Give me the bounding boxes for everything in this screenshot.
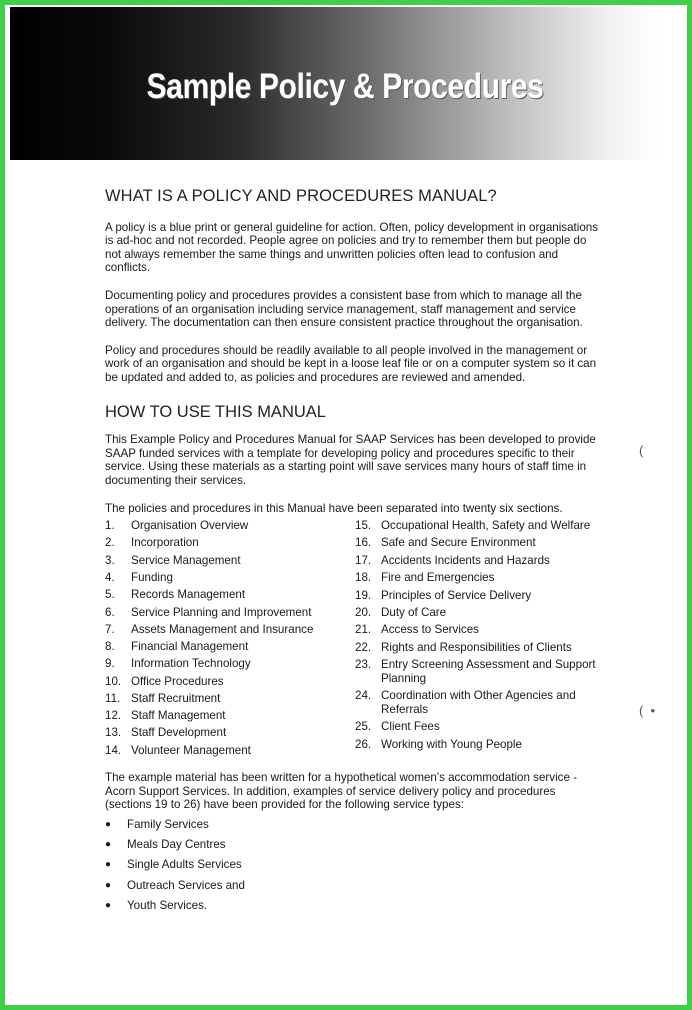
section-label: Principles of Service Delivery	[381, 588, 532, 602]
section-label: Assets Management and Insurance	[131, 622, 314, 636]
section-list-item	[355, 738, 605, 752]
section-label: Information Technology	[131, 657, 251, 671]
section-label: Service Management	[131, 553, 241, 567]
section-number: 14.	[105, 743, 122, 757]
banner-title: Sample Policy & Procedures	[146, 67, 544, 106]
section-number: 6.	[105, 605, 115, 619]
section-list-item	[105, 554, 345, 568]
section-list-item	[105, 744, 345, 758]
service-type-item	[105, 879, 605, 893]
title-banner	[10, 7, 660, 160]
section-number: 7.	[105, 622, 115, 636]
section-number: 19.	[355, 588, 372, 602]
section-list-item	[105, 588, 345, 602]
section-label: Entry Screening Assessment and Support Planning	[381, 658, 596, 685]
section-number: 23.	[355, 658, 372, 672]
section-label: Organisation Overview	[131, 519, 249, 533]
section-label: Staff Recruitment	[131, 691, 221, 705]
section-label: Working with Young People	[381, 737, 522, 751]
section-list-item	[105, 640, 345, 654]
section-label: Office Procedures	[131, 674, 224, 688]
section-list-item	[355, 606, 605, 620]
section-label: Staff Management	[131, 709, 226, 723]
section-list-item	[355, 689, 605, 716]
section-list-item	[105, 675, 345, 689]
section-number: 3.	[105, 553, 115, 567]
section-label: Records Management	[131, 588, 246, 602]
paragraph: Documenting policy and procedures provides a consistent base from which to manage all the operations of an organisation including service management, staff management and service delivery. The documentation can then ensure consistent practice throughout the organisation.	[105, 288, 583, 330]
section-label: Coordination with Other Agencies and Referrals	[381, 689, 576, 716]
service-type-item	[105, 899, 605, 913]
service-type-label: Single Adults Services	[127, 858, 242, 872]
section-list-item	[355, 589, 605, 603]
paragraph: A policy is a blue print or general guideline for action. Often, policy development in organisations is ad-hoc and not recorded. People agree on policies and try to remember them but people do not always remember the same things and unwritten policies often lead to confusion and conflicts.	[105, 220, 599, 275]
section-list-item	[355, 641, 605, 655]
section-number: 2.	[105, 536, 115, 550]
service-type-label: Meals Day Centres	[127, 838, 226, 852]
section-number: 26.	[355, 737, 372, 751]
section-label: Volunteer Management	[131, 743, 251, 757]
section-label: Service Planning and Improvement	[131, 605, 312, 619]
margin-mark: (	[639, 443, 644, 458]
service-type-label: Youth Services.	[127, 899, 208, 912]
section-label: Duty of Care	[381, 606, 447, 620]
section-list-item	[105, 606, 345, 620]
section-label: Financial Management	[131, 640, 249, 654]
section-list-item	[355, 571, 605, 585]
section-number: 25.	[355, 720, 372, 734]
section-number: 17.	[355, 553, 372, 567]
paragraph: The example material has been written for a hypothetical women's accommodation service - Acorn Support Services. In addition, examples of service delivery policy and procedures (sections 19 to 26) have been provided for the following service types:	[105, 771, 577, 812]
section-number: 11.	[105, 691, 121, 705]
paragraph: The policies and procedures in this Manual have been separated into twenty six sections.	[105, 501, 563, 515]
service-type-item	[105, 858, 605, 872]
section-label: Rights and Responsibilities of Clients	[381, 640, 572, 654]
section-number: 9.	[105, 657, 115, 671]
service-type-item	[105, 838, 605, 852]
section-list-item	[105, 571, 345, 585]
margin-mark: ( •	[639, 703, 656, 718]
section-label: Staff Development	[131, 726, 227, 740]
section-label: Accidents Incidents and Hazards	[381, 553, 550, 567]
section-list-item	[355, 536, 605, 550]
section-label: Access to Services	[381, 623, 479, 637]
section-number: 4.	[105, 570, 115, 584]
section-list-item	[105, 692, 345, 706]
section-label: Incorporation	[131, 536, 199, 550]
paragraph: Policy and procedures should be readily available to all people involved in the management or work of an organisation and should be kept in a loose leaf file or on a computer system so it can be updated and added to, as policies and procedures are reviewed and amended.	[105, 343, 597, 384]
section-number: 16.	[355, 536, 372, 550]
section-list-item	[105, 623, 345, 637]
sections-list	[105, 519, 605, 769]
paragraph: This Example Policy and Procedures Manual for SAAP Services has been developed to provide SAAP funded services with a template for developing policy and procedures specific to their service. Using these materials as a starting point will save services many hours of staff time in documenting their services.	[105, 433, 596, 487]
bullet-icon: ●	[105, 839, 112, 851]
section-number: 13.	[105, 726, 122, 740]
section-label: Safe and Secure Environment	[381, 536, 536, 550]
service-type-label: Outreach Services and	[127, 878, 245, 892]
section-number: 21.	[355, 623, 372, 637]
section-label: Funding	[131, 570, 173, 584]
section-list-item	[355, 623, 605, 637]
section-list-item	[105, 536, 345, 550]
section-label: Fire and Emergencies	[381, 571, 495, 585]
section-number: 22.	[355, 640, 372, 654]
section-list-item	[105, 726, 345, 740]
section-number: 10.	[105, 674, 122, 688]
bullet-icon: ●	[105, 818, 112, 830]
section-number: 24.	[355, 689, 372, 703]
bullet-icon: ●	[105, 879, 112, 891]
section-heading-what-is: WHAT IS A POLICY AND PROCEDURES MANUAL?	[105, 187, 497, 205]
section-list-item	[355, 519, 605, 533]
sections-list-left	[105, 519, 345, 761]
section-label: Client Fees	[381, 720, 440, 734]
section-number: 18.	[355, 571, 372, 585]
section-number: 8.	[105, 640, 115, 654]
section-list-item	[355, 554, 605, 568]
service-type-label: Family Services	[127, 817, 209, 831]
section-number: 5.	[105, 588, 115, 602]
section-number: 15.	[355, 519, 372, 533]
bullet-icon: ●	[105, 859, 112, 871]
sections-list-right	[355, 519, 605, 755]
section-list-item	[105, 519, 345, 533]
bullet-icon: ●	[105, 900, 112, 911]
section-list-item	[355, 658, 605, 685]
section-list-item	[355, 720, 605, 734]
section-list-item	[105, 657, 345, 671]
service-type-item	[105, 818, 605, 832]
document-body	[105, 187, 605, 919]
section-number: 12.	[105, 709, 122, 723]
section-label: Occupational Health, Safety and Welfare	[381, 519, 591, 533]
section-heading-how-to-use: HOW TO USE THIS MANUAL	[105, 402, 326, 421]
section-list-item	[105, 709, 345, 723]
section-number: 1.	[105, 519, 115, 533]
section-number: 20.	[355, 606, 372, 620]
service-types-list	[105, 818, 605, 913]
